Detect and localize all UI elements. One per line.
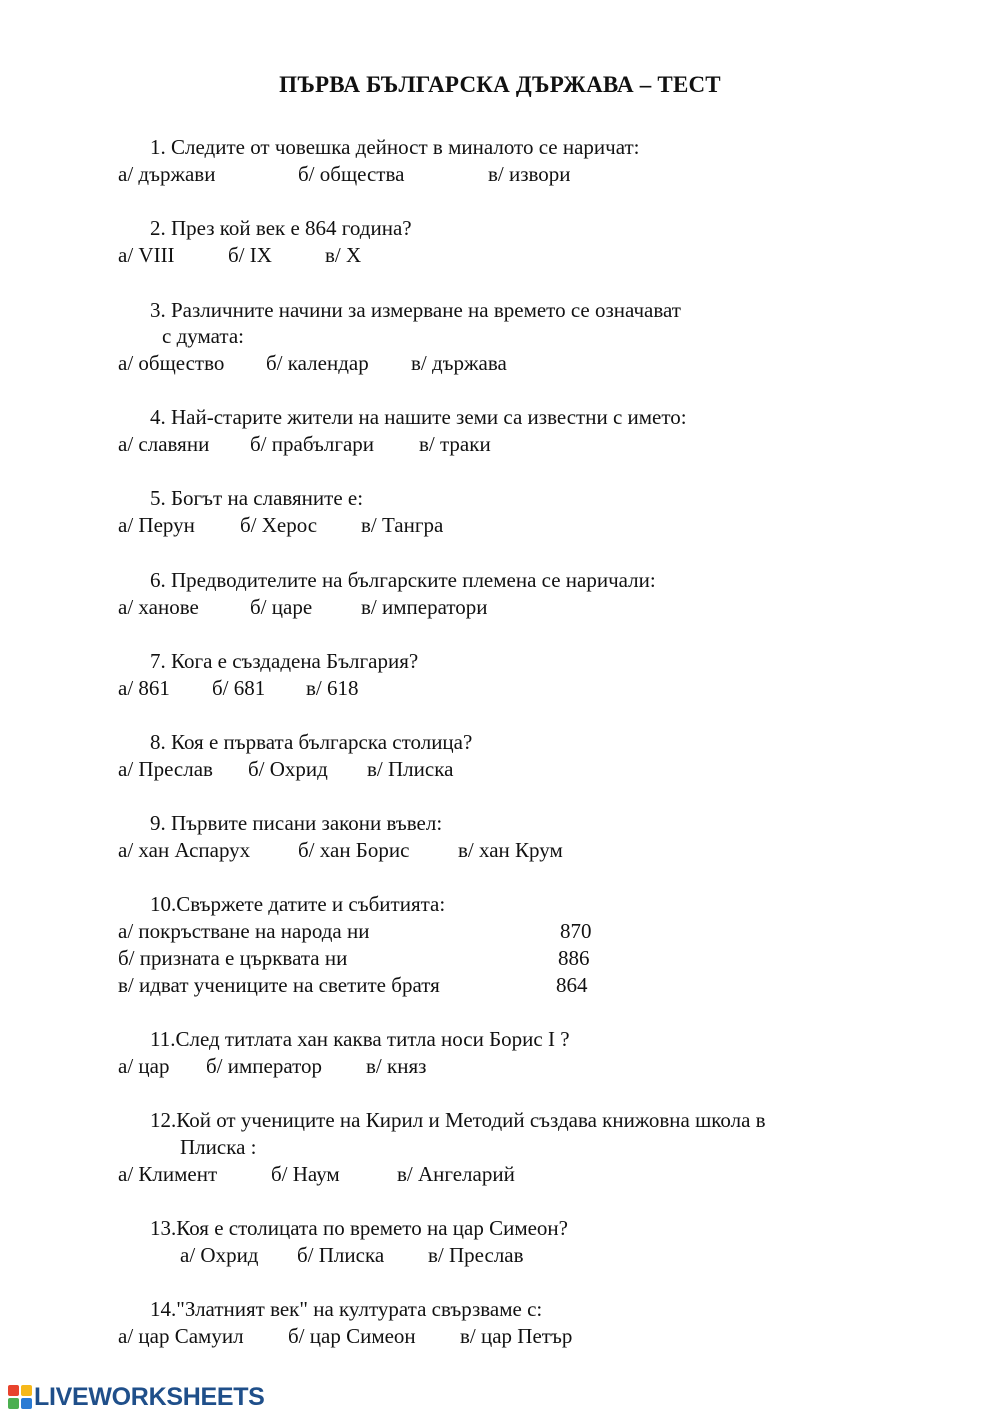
question-5-text: 5. Богът на славяните е: (150, 486, 364, 510)
option-a[interactable]: а/ хан Аспарух (118, 838, 251, 862)
match-event: в/ идват учениците на светите братя (118, 973, 440, 997)
option-c[interactable]: в/ Плиска (367, 757, 454, 781)
option-a[interactable]: а/ цар (118, 1054, 170, 1078)
option-c[interactable]: в/ княз (366, 1054, 427, 1078)
option-b[interactable]: б/ хан Борис (298, 838, 410, 862)
option-a[interactable]: а/ Охрид (180, 1243, 259, 1267)
match-year[interactable]: 864 (556, 973, 588, 997)
option-a[interactable]: а/ Климент (118, 1162, 218, 1186)
question-12-text: 12.Кой от учениците на Кирил и Методий създава книжовна школа в (150, 1108, 766, 1132)
logo-icon (8, 1385, 32, 1409)
option-c[interactable]: в/ X (325, 243, 362, 267)
question-7-text: 7. Кога е създадена България? (150, 649, 419, 673)
option-a[interactable]: а/ ханове (118, 595, 199, 619)
option-b[interactable]: б/ общества (298, 162, 405, 186)
option-a[interactable]: а/ държави (118, 162, 216, 186)
option-c[interactable]: в/ Ангеларий (397, 1162, 515, 1186)
option-c[interactable]: в/ Тангра (361, 513, 444, 537)
question-1-text: 1. Следите от човешка дейност в миналото се наричат: (150, 135, 640, 159)
option-a[interactable]: а/ славяни (118, 432, 210, 456)
option-c[interactable]: в/ Преслав (428, 1243, 524, 1267)
option-b[interactable]: б/ царе (250, 595, 313, 619)
question-3-text: 3. Различните начини за измерване на времето се означават (150, 298, 681, 322)
option-b[interactable]: б/ Охрид (248, 757, 328, 781)
question-3-text-cont: с думата: (162, 324, 244, 348)
match-year[interactable]: 886 (558, 946, 590, 970)
question-8-text: 8. Коя е първата българска столица? (150, 730, 473, 754)
question-4-text: 4. Най-старите жители на нашите земи са известни с името: (150, 405, 687, 429)
option-b[interactable]: б/ Плиска (297, 1243, 385, 1267)
question-6-text: 6. Предводителите на българските племена се наричали: (150, 568, 656, 592)
match-year[interactable]: 870 (560, 919, 592, 943)
option-c[interactable]: в/ извори (488, 162, 571, 186)
option-b[interactable]: б/ император (206, 1054, 323, 1078)
option-c[interactable]: в/ 618 (306, 676, 359, 700)
option-b[interactable]: б/ цар Симеон (288, 1324, 416, 1348)
logo-text: LIVEWORKSHEETS (34, 1382, 265, 1411)
option-b[interactable]: б/ календар (266, 351, 369, 375)
option-c[interactable]: в/ императори (361, 595, 488, 619)
match-event: б/ призната е църквата ни (118, 946, 348, 970)
option-b[interactable]: б/ 681 (212, 676, 266, 700)
question-9-text: 9. Първите писани закони въвел: (150, 811, 443, 835)
liveworksheets-logo (8, 1382, 265, 1412)
option-b[interactable]: б/ Наум (271, 1162, 340, 1186)
option-a[interactable]: а/ 861 (118, 676, 170, 700)
option-a[interactable]: а/ VIII (118, 243, 175, 267)
option-c[interactable]: в/ държава (411, 351, 507, 375)
page-title: ПЪРВА БЪЛГАРСКА ДЪРЖАВА – ТЕСТ (279, 72, 721, 97)
option-c[interactable]: в/ цар Петър (460, 1324, 573, 1348)
option-b[interactable]: б/ IX (228, 243, 272, 267)
question-2-text: 2. През кой век е 864 година? (150, 216, 412, 240)
question-11-text: 11.След титлата хан каква титла носи Борис I ? (150, 1027, 570, 1051)
option-c[interactable]: в/ хан Крум (458, 838, 563, 862)
question-12-text-cont: Плиска : (180, 1135, 257, 1159)
match-event: а/ покръстване на народа ни (118, 919, 370, 943)
question-14-text: 14."Златният век" на културата свързваме с: (150, 1297, 543, 1321)
option-a[interactable]: а/ Перун (118, 513, 195, 537)
question-13-text: 13.Коя е столицата по времето на цар Симеон? (150, 1216, 568, 1240)
option-c[interactable]: в/ траки (419, 432, 491, 456)
option-b[interactable]: б/ прабългари (250, 432, 375, 456)
option-a[interactable]: а/ Преслав (118, 757, 213, 781)
option-b[interactable]: б/ Херос (240, 513, 318, 537)
option-a[interactable]: а/ цар Самуил (118, 1324, 244, 1348)
option-a[interactable]: а/ общество (118, 351, 225, 375)
question-10-text: 10.Свържете датите и събитията: (150, 892, 446, 916)
